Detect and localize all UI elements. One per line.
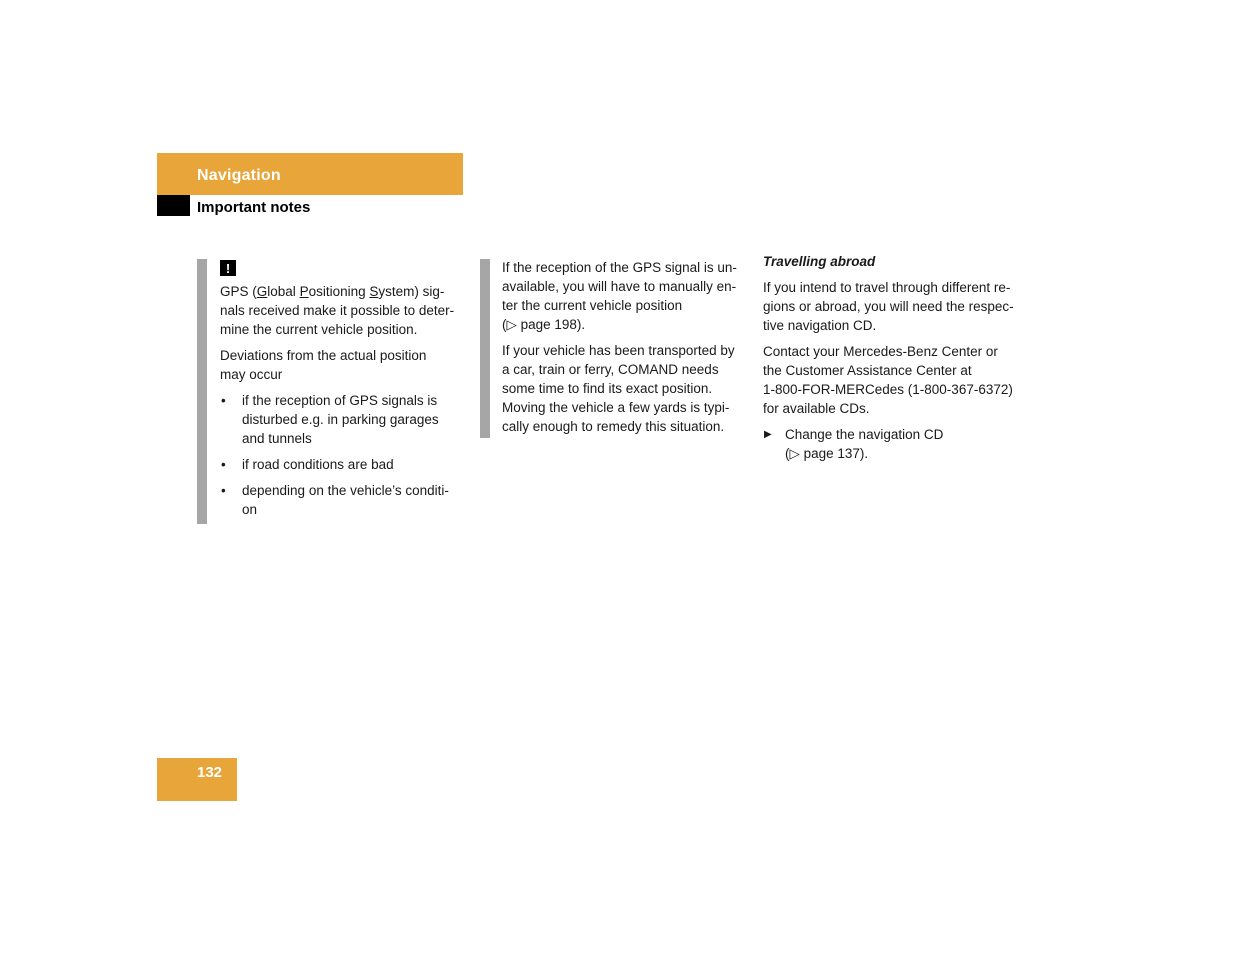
arrow-right-icon: ▶ (764, 429, 772, 440)
list-item: • if the reception of GPS signals is disturbed e.g. in parking garages and tunnels (220, 391, 465, 448)
column-2 (502, 258, 752, 443)
page-number-box (157, 758, 237, 801)
note-bar-middle (480, 259, 490, 438)
subsection-marker (157, 195, 190, 216)
note-bar-left (197, 259, 207, 524)
list-item: • if road conditions are bad (220, 455, 465, 474)
page-number: 132 (197, 764, 223, 781)
list-item: • depending on the vehicle’s conditi- on (220, 481, 465, 519)
section-header (157, 153, 463, 195)
column-3 (763, 252, 1043, 463)
instruction-step: ▶ Change the navigation CD (▷ page 137). (764, 427, 944, 461)
contact-paragraph: Contact your Mercedes-Benz Center or the Customer Assistance Center at 1-800-FOR-MERCedes (1-800-367-6372) for available CDs. (763, 344, 1013, 416)
reception-paragraph: If the reception of the GPS signal is un- available, you will have to manually en- ter the current vehicle position (▷ page 198). (502, 260, 737, 332)
column-1 (220, 259, 465, 526)
gps-paragraph: GPS (Global Positioning System) sig- nals received make it possible to deter- mine the current vehicle position. (220, 284, 455, 337)
subsection-title: Important notes (197, 199, 311, 216)
transport-paragraph: If your vehicle has been transported by a car, train or ferry, COMAND needs some time to find its exact position. Moving the vehicle a few yards is typi- cally enough to remedy this situation. (502, 343, 735, 434)
abroad-paragraph: If you intend to travel through different re- gions or abroad, you will need the respec- tive navigation CD. (763, 280, 1014, 333)
section-title: Navigation (197, 167, 281, 184)
deviation-list (220, 391, 465, 519)
travelling-abroad-heading: Travelling abroad (763, 254, 876, 269)
warning-icon: ! (220, 260, 236, 276)
deviations-paragraph: Deviations from the actual position may occur (220, 348, 427, 382)
